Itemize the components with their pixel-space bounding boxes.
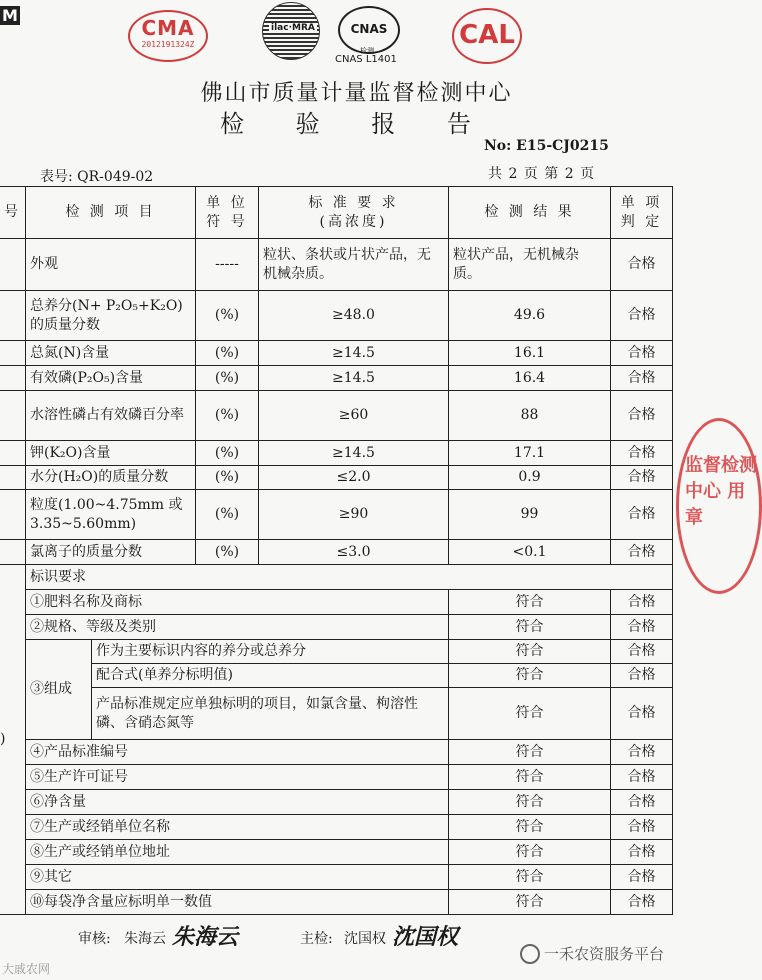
verdict-cell: 合格 [611,391,673,441]
item-header: 检 测 项 目 [26,187,196,239]
verdict-cell: 合格 [611,740,673,765]
unit-cell: (%) [196,441,259,466]
marking-row [0,815,673,840]
verdict-cell: 合格 [611,466,673,490]
marking-label: ①肥料名称及商标 [26,590,449,615]
reviewer-signature: 朱海云 [172,924,239,950]
watermark-corner: 大戚农网 [2,962,51,976]
verdict-cell: 合格 [611,890,673,915]
verdict-cell: 合格 [611,664,673,688]
page-info: 共 2 页 第 2 页 [488,166,596,182]
item-cell: 总养分(N+ P₂O₅+K₂O)的质量分数 [26,291,196,341]
verdict-cell: 合格 [611,540,673,565]
result-cell: 符合 [449,590,611,615]
inspector-name: 沈国权 [344,931,386,947]
unit-cell: ----- [196,239,259,291]
wechat-icon [520,944,540,964]
unit-cell: (%) [196,291,259,341]
seq-cell [0,239,26,291]
standard-cell: 粒状、条状或片状产品，无机械杂质。 [259,239,449,291]
unit-cell: (%) [196,490,259,540]
cnas-code: CNAS L1401 [335,54,397,65]
standard-cell: ≥14.5 [259,341,449,366]
verdict-cell: 合格 [611,815,673,840]
cma-logo: CMA 2012191324Z [128,10,208,62]
seq-cell [0,565,26,915]
marking-row [0,790,673,815]
standard-cell: ≤3.0 [259,540,449,565]
cnas-sub-label: 检测 [360,47,374,55]
marking-row [0,840,673,865]
marking-label: ⑩每袋净含量应标明单一数值 [26,890,449,915]
unit-cell: (%) [196,540,259,565]
standard-cell: ≥90 [259,490,449,540]
table-row [0,291,673,341]
results-table [0,186,673,915]
table-row [0,466,673,490]
seq-cell [0,366,26,391]
composition-label: ③组成 [26,640,92,740]
table-row [0,540,673,565]
ilac-mra-logo: ilac·MRA [262,2,320,60]
marking-row [0,740,673,765]
marking-label: 作为主要标识内容的养分或总养分 [92,640,449,664]
result-cell: 符合 [449,790,611,815]
unit-cell: (%) [196,341,259,366]
report-title: 检 验 报 告 [220,110,493,138]
marking-row [0,615,673,640]
result-cell: 16.4 [449,366,611,391]
report-number: No: E15-CJ0215 [484,138,609,154]
cnas-logo: CNAS [338,6,400,54]
verdict-cell: 合格 [611,291,673,341]
corner-logo: M [2,6,18,25]
marking-label: ⑤生产许可证号 [26,765,449,790]
result-cell: 符合 [449,640,611,664]
verdict-cell: 合格 [611,688,673,740]
table-header-row [0,187,673,239]
watermark-text: 一禾农资服务平台 [544,945,665,963]
result-cell: 符合 [449,765,611,790]
table-row [0,391,673,441]
table-row [0,441,673,466]
result-cell: 88 [449,391,611,441]
form-number: 表号: QR-049-02 [40,169,154,185]
seq-cell [0,490,26,540]
marking-row [0,590,673,615]
table-row [0,490,673,540]
verdict-cell: 合格 [611,765,673,790]
seq-cell [0,291,26,341]
marking-row [0,865,673,890]
unit-header: 单 位 符 号 [196,187,259,239]
result-cell: 符合 [449,664,611,688]
marking-row [0,688,673,740]
seq-cell [0,466,26,490]
item-cell: 水分(H₂O)的质量分数 [26,466,196,490]
inspector-label: 主检: [300,931,333,947]
standard-cell: ≥60 [259,391,449,441]
organization-name: 佛山市质量计量监督检测中心 [200,81,513,106]
marking-row [0,890,673,915]
item-cell: 总氮(N)含量 [26,341,196,366]
result-header: 检 测 结 果 [449,187,611,239]
verdict-cell: 合格 [611,840,673,865]
marking-label: ⑥净含量 [26,790,449,815]
standard-cell: ≥48.0 [259,291,449,341]
unit-cell: (%) [196,391,259,441]
verdict-cell: 合格 [611,441,673,466]
seq-cell [0,441,26,466]
standard-cell: ≥14.5 [259,441,449,466]
inspection-stamp [676,418,762,594]
result-cell: 符合 [449,815,611,840]
marking-label: ⑨其它 [26,865,449,890]
verdict-cell: 合格 [611,239,673,291]
reviewer-label: 审核: [78,931,111,947]
verdict-header: 单 项 判 定 [611,187,673,239]
result-cell: 符合 [449,740,611,765]
table-row [0,239,673,291]
verdict-cell: 合格 [611,640,673,664]
item-cell: 粒度(1.00~4.75mm 或 3.35~5.60mm) [26,490,196,540]
result-cell: <0.1 [449,540,611,565]
verdict-cell: 合格 [611,341,673,366]
unit-cell: (%) [196,466,259,490]
marking-label: 配合式(单养分标明值) [92,664,449,688]
standard-header: 标 准 要 求 (高浓度) [259,187,449,239]
reviewer-name: 朱海云 [124,931,166,947]
seq-header: 号 [0,187,26,239]
marking-row [0,640,673,664]
seq-cell [0,341,26,366]
seq-fragment: ) [0,731,6,747]
result-cell: 17.1 [449,441,611,466]
marking-title: 标识要求 [26,565,673,590]
result-cell: 粒状产品，无机械杂质。 [449,239,611,291]
unit-cell: (%) [196,366,259,391]
marking-label: ⑦生产或经销单位名称 [26,815,449,840]
marking-title-row [0,565,673,590]
item-cell: 钾(K₂O)含量 [26,441,196,466]
verdict-cell: 合格 [611,590,673,615]
result-cell: 99 [449,490,611,540]
result-cell: 符合 [449,615,611,640]
marking-label: 产品标准规定应单独标明的项目，如氯含量、枸溶性磷、含硝态氮等 [92,688,449,740]
table-row [0,366,673,391]
cal-logo: CAL [452,8,522,64]
table-row [0,341,673,366]
item-cell: 氯离子的质量分数 [26,540,196,565]
marking-label: ④产品标准编号 [26,740,449,765]
result-cell: 16.1 [449,341,611,366]
verdict-cell: 合格 [611,615,673,640]
item-cell: 有效磷(P₂O₅)含量 [26,366,196,391]
item-cell: 水溶性磷占有效磷百分率 [26,391,196,441]
verdict-cell: 合格 [611,865,673,890]
marking-label: ⑧生产或经销单位地址 [26,840,449,865]
verdict-cell: 合格 [611,366,673,391]
inspector-signature: 沈国权 [392,924,459,950]
verdict-cell: 合格 [611,490,673,540]
marking-row [0,664,673,688]
result-cell: 符合 [449,865,611,890]
result-cell: 符合 [449,688,611,740]
seq-cell [0,540,26,565]
marking-label: ②规格、等级及类别 [26,615,449,640]
result-cell: 0.9 [449,466,611,490]
standard-cell: ≥14.5 [259,366,449,391]
result-cell: 符合 [449,890,611,915]
item-cell: 外观 [26,239,196,291]
marking-row [0,765,673,790]
standard-cell: ≤2.0 [259,466,449,490]
verdict-cell: 合格 [611,790,673,815]
seq-cell [0,391,26,441]
stamp-text: 监督检测中心 用章 [685,455,757,528]
result-cell: 符合 [449,840,611,865]
result-cell: 49.6 [449,291,611,341]
